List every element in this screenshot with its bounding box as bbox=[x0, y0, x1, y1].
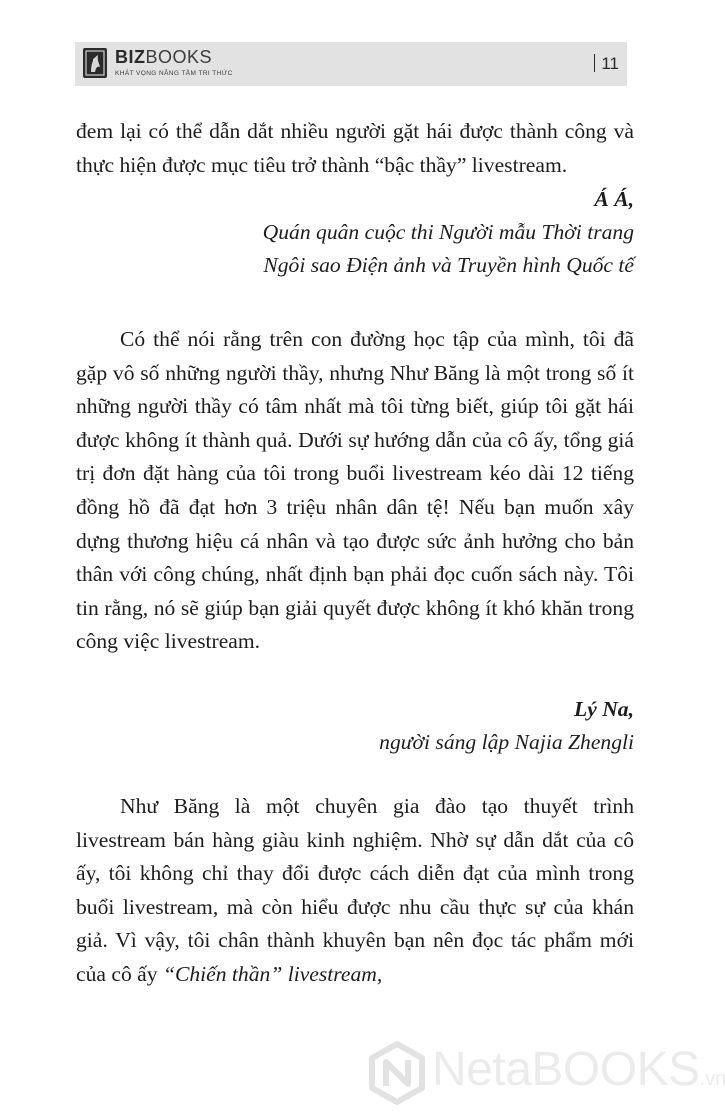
page-number-value: 11 bbox=[601, 54, 619, 73]
body-paragraph-3 bbox=[76, 790, 634, 992]
testimonial-signature-1 bbox=[263, 183, 634, 282]
brand-light: BOOKS bbox=[145, 47, 213, 67]
paragraph-text: đem lại có thể dẫn dắt nhiều người gặt hái được thành công và thực hiện được mục tiêu trở thành “bậc thầy” livestream. bbox=[76, 119, 634, 177]
body-paragraph-2 bbox=[76, 323, 634, 659]
brand-bold: BIZ bbox=[115, 47, 146, 67]
body-paragraph-1 bbox=[76, 115, 634, 182]
testimonial-signature-2 bbox=[379, 693, 634, 759]
signature-title-line: người sáng lập Najia Zhengli bbox=[379, 730, 634, 754]
netabooks-logo-icon bbox=[364, 1040, 430, 1106]
page-number-divider bbox=[594, 54, 595, 72]
signature-title-line: Quán quân cuộc thi Người mẫu Thời trang bbox=[262, 220, 634, 244]
page-header bbox=[75, 42, 627, 86]
signature-name: Lý Na, bbox=[574, 697, 634, 721]
watermark-text bbox=[432, 1042, 726, 1107]
signature-name: Á Á, bbox=[594, 187, 634, 211]
watermark-brand: NetaBOOKS bbox=[432, 1043, 700, 1096]
netabooks-watermark bbox=[364, 1036, 726, 1108]
brand-name bbox=[115, 47, 212, 67]
watermark-suffix: .vn bbox=[699, 1068, 726, 1090]
signature-title-line: Ngôi sao Điện ảnh và Truyền hình Quốc tế bbox=[263, 253, 634, 277]
paragraph-text bbox=[76, 790, 634, 992]
bizbooks-logo-icon bbox=[83, 48, 107, 78]
page-number bbox=[594, 54, 619, 74]
paragraph-text-run: Như Băng là một chuyên gia đào tạo thuyết trình livestream bán hàng giàu kinh nghiệm. Nhờ sự dẫn dắt của cô ấy, tôi không chỉ thay đổi được cách diễn đạt của mình trong buổi livestream, mà còn hiểu được nhu cầu thực sự của khán giả. Vì vậy, tôi chân thành khuyên bạn nên đọc tác phẩm mới của cô ấy bbox=[76, 794, 634, 986]
brand-tagline: KHÁT VỌNG NÂNG TẦM TRI THỨC bbox=[115, 70, 233, 77]
paragraph-text: Có thể nói rằng trên con đường học tập của mình, tôi đã gặp vô số những người thầy, nhưng Như Băng là một trong số ít những người thầy có tâm nhất mà tôi từng biết, giúp tôi gặt hái được không ít thành quả. Dưới sự hướng dẫn của cô ấy, tổng giá trị đơn đặt hàng của tôi trong buổi livestream kéo dài 12 tiếng đồng hồ đã đạt hơn 3 triệu nhân dân tệ! Nếu bạn muốn xây dựng thương hiệu cá nhân và tạo được sức ảnh hưởng cho bản thân với công chúng, nhất định bạn phải đọc cuốn sách này. Tôi tin rằng, nó sẽ giúp bạn giải quyết được không ít khó khăn trong công việc livestream. bbox=[76, 327, 634, 654]
book-title-italic: “Chiến thần” livestream, bbox=[162, 961, 383, 986]
